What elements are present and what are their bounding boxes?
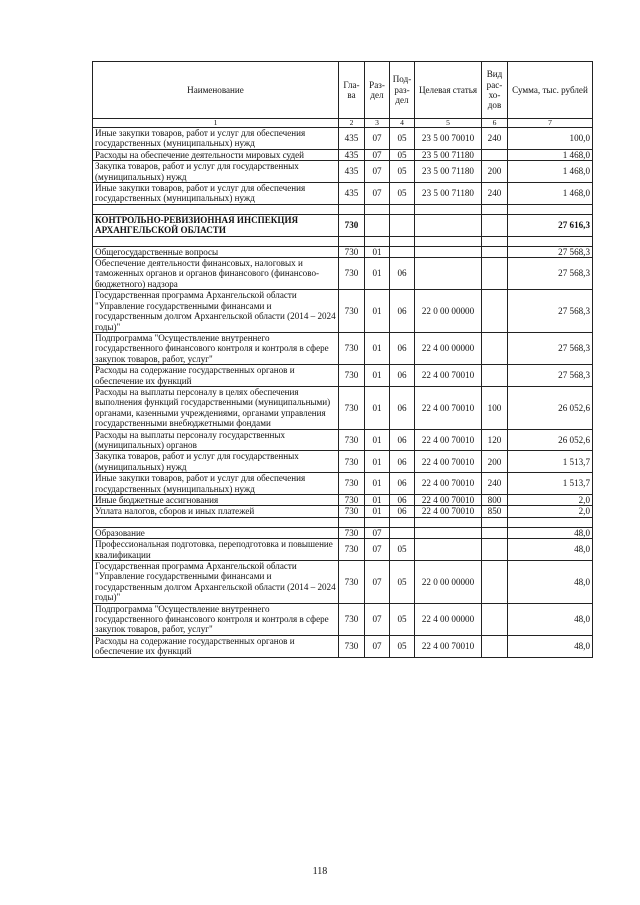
cell-razdel: 07 [365, 561, 390, 604]
cell-expense-type: 800 [482, 495, 508, 506]
cell-sum: 1 513,7 [508, 473, 593, 495]
cell-sum: 2,0 [508, 495, 593, 506]
spacer-cell [415, 204, 482, 214]
spacer-cell [508, 517, 593, 527]
table-row [93, 539, 593, 561]
cell-name: КОНТРОЛЬНО-РЕВИЗИОННАЯ ИНСПЕКЦИЯ АРХАНГЕЛЬСКОЙ ОБЛАСТИ [93, 214, 339, 236]
table-row [93, 635, 593, 657]
spacer-cell [93, 204, 339, 214]
header-target-article: Целевая статья [415, 62, 482, 119]
spacer-cell [390, 236, 415, 246]
cell-razdel: 01 [365, 451, 390, 473]
cell-expense-type [482, 539, 508, 561]
column-number: 1 [93, 119, 339, 128]
column-number: 5 [415, 119, 482, 128]
table-row [93, 429, 593, 451]
cell-glava: 435 [339, 128, 365, 150]
cell-target-article: 22 0 00 00000 [415, 290, 482, 333]
budget-table [92, 61, 593, 658]
table-row [93, 473, 593, 495]
cell-glava: 730 [339, 473, 365, 495]
table-row [93, 561, 593, 604]
cell-razdel: 07 [365, 183, 390, 205]
cell-glava: 730 [339, 635, 365, 657]
spacer-cell [93, 517, 339, 527]
cell-glava: 435 [339, 149, 365, 160]
cell-name: Обеспечение деятельности финансовых, налоговых и таможенных органов и органов финансового (финансово-бюджетного) надзора [93, 258, 339, 290]
cell-razdel: 01 [365, 332, 390, 364]
cell-podrazdel [390, 246, 415, 257]
cell-target-article: 23 5 00 71180 [415, 183, 482, 205]
cell-razdel: 01 [365, 365, 390, 387]
spacer-cell [365, 204, 390, 214]
cell-target-article: 23 5 00 71180 [415, 161, 482, 183]
table-row [93, 386, 593, 429]
cell-name: Уплата налогов, сборов и иных платежей [93, 506, 339, 517]
cell-podrazdel: 05 [390, 183, 415, 205]
cell-target-article: 22 4 00 70010 [415, 386, 482, 429]
cell-expense-type: 850 [482, 506, 508, 517]
cell-name: Государственная программа Архангельской области "Управление государственными финансами и государственным долгом Архангельской области (2014 – 2024 годы)" [93, 290, 339, 333]
table-header [93, 62, 593, 128]
column-number: 6 [482, 119, 508, 128]
cell-razdel: 01 [365, 506, 390, 517]
cell-razdel: 01 [365, 246, 390, 257]
cell-podrazdel [390, 214, 415, 236]
cell-razdel: 01 [365, 473, 390, 495]
column-number: 2 [339, 119, 365, 128]
cell-razdel [365, 214, 390, 236]
spacer-cell [415, 236, 482, 246]
spacer-cell [482, 204, 508, 214]
spacer-cell [390, 517, 415, 527]
cell-podrazdel: 06 [390, 495, 415, 506]
section-header-row [93, 214, 593, 236]
header-glava: Гла-ва [339, 62, 365, 119]
cell-podrazdel: 05 [390, 539, 415, 561]
cell-expense-type [482, 527, 508, 538]
cell-glava: 730 [339, 365, 365, 387]
cell-podrazdel: 05 [390, 561, 415, 604]
spacer-cell [415, 517, 482, 527]
cell-razdel: 07 [365, 128, 390, 150]
cell-sum: 27 568,3 [508, 332, 593, 364]
cell-sum: 48,0 [508, 539, 593, 561]
cell-sum: 48,0 [508, 527, 593, 538]
column-number: 4 [390, 119, 415, 128]
table-row [93, 149, 593, 160]
cell-name: Образование [93, 527, 339, 538]
cell-podrazdel [390, 527, 415, 538]
cell-expense-type [482, 258, 508, 290]
cell-sum: 1 468,0 [508, 183, 593, 205]
cell-podrazdel: 06 [390, 332, 415, 364]
cell-glava: 730 [339, 603, 365, 635]
table-row [93, 161, 593, 183]
cell-expense-type [482, 214, 508, 236]
spacer-cell [93, 236, 339, 246]
cell-name: Расходы на выплаты персоналу государственных (муниципальных) органов [93, 429, 339, 451]
page-number: 118 [312, 866, 328, 877]
cell-razdel: 01 [365, 290, 390, 333]
cell-target-article: 22 4 00 70010 [415, 635, 482, 657]
cell-sum: 1 468,0 [508, 161, 593, 183]
cell-glava: 435 [339, 161, 365, 183]
table-row [93, 506, 593, 517]
header-razdel: Раз-дел [365, 62, 390, 119]
spacer-row [93, 204, 593, 214]
cell-expense-type [482, 290, 508, 333]
cell-podrazdel: 06 [390, 290, 415, 333]
cell-razdel: 07 [365, 527, 390, 538]
table-row [93, 495, 593, 506]
spacer-cell [390, 204, 415, 214]
cell-sum: 48,0 [508, 635, 593, 657]
cell-target-article: 22 4 00 70010 [415, 451, 482, 473]
cell-glava: 730 [339, 258, 365, 290]
cell-podrazdel: 05 [390, 603, 415, 635]
cell-name: Иные бюджетные ассигнования [93, 495, 339, 506]
table-row [93, 258, 593, 290]
header-name: Наименование [93, 62, 339, 119]
column-number: 7 [508, 119, 593, 128]
cell-target-article: 22 4 00 00000 [415, 332, 482, 364]
header-sum: Сумма, тыс. рублей [508, 62, 593, 119]
cell-target-article: 22 4 00 70010 [415, 506, 482, 517]
cell-sum: 100,0 [508, 128, 593, 150]
cell-target-article [415, 246, 482, 257]
cell-expense-type [482, 149, 508, 160]
cell-glava: 730 [339, 506, 365, 517]
cell-razdel: 07 [365, 603, 390, 635]
cell-target-article: 22 4 00 00000 [415, 603, 482, 635]
cell-podrazdel: 06 [390, 451, 415, 473]
header-row [93, 62, 593, 119]
cell-expense-type [482, 635, 508, 657]
cell-name: Подпрограмма "Осуществление внутреннего государственного финансового контроля и контроля в сфере закупок товаров, работ, услуг" [93, 332, 339, 364]
cell-expense-type: 240 [482, 128, 508, 150]
table-row [93, 183, 593, 205]
table-row [93, 246, 593, 257]
cell-expense-type: 240 [482, 473, 508, 495]
table-row [93, 128, 593, 150]
cell-glava: 730 [339, 527, 365, 538]
table-row [93, 290, 593, 333]
cell-target-article [415, 539, 482, 561]
cell-glava: 730 [339, 561, 365, 604]
cell-podrazdel: 05 [390, 635, 415, 657]
cell-glava: 730 [339, 332, 365, 364]
cell-podrazdel: 05 [390, 128, 415, 150]
cell-target-article: 22 4 00 70010 [415, 365, 482, 387]
cell-podrazdel: 06 [390, 473, 415, 495]
cell-sum: 2,0 [508, 506, 593, 517]
cell-expense-type: 100 [482, 386, 508, 429]
cell-name: Государственная программа Архангельской области "Управление государственными финансами и государственным долгом Архангельской области (2014 – 2024 годы)" [93, 561, 339, 604]
cell-razdel: 01 [365, 386, 390, 429]
cell-sum: 48,0 [508, 603, 593, 635]
cell-razdel: 01 [365, 429, 390, 451]
cell-razdel: 07 [365, 539, 390, 561]
table-row [93, 527, 593, 538]
cell-name: Общегосударственные вопросы [93, 246, 339, 257]
spacer-cell [508, 236, 593, 246]
spacer-cell [365, 517, 390, 527]
cell-sum: 48,0 [508, 561, 593, 604]
cell-glava: 730 [339, 451, 365, 473]
cell-target-article: 22 4 00 70010 [415, 429, 482, 451]
spacer-cell [482, 236, 508, 246]
cell-target-article: 22 4 00 70010 [415, 473, 482, 495]
cell-expense-type: 240 [482, 183, 508, 205]
cell-glava: 730 [339, 386, 365, 429]
cell-glava: 730 [339, 290, 365, 333]
spacer-cell [482, 517, 508, 527]
header-podrazdel: Под-раз-дел [390, 62, 415, 119]
cell-sum: 27 616,3 [508, 214, 593, 236]
cell-podrazdel: 06 [390, 386, 415, 429]
cell-target-article [415, 258, 482, 290]
cell-expense-type: 120 [482, 429, 508, 451]
spacer-cell [508, 204, 593, 214]
cell-glava: 730 [339, 539, 365, 561]
cell-target-article [415, 214, 482, 236]
spacer-row [93, 517, 593, 527]
table-row [93, 365, 593, 387]
cell-target-article [415, 527, 482, 538]
cell-razdel: 07 [365, 635, 390, 657]
cell-name: Иные закупки товаров, работ и услуг для обеспечения государственных (муниципальных) нужд [93, 473, 339, 495]
cell-razdel: 07 [365, 149, 390, 160]
table-row [93, 603, 593, 635]
cell-glava: 730 [339, 495, 365, 506]
cell-expense-type [482, 332, 508, 364]
cell-name: Расходы на содержание государственных органов и обеспечение их функций [93, 635, 339, 657]
column-number-row [93, 119, 593, 128]
cell-sum: 27 568,3 [508, 290, 593, 333]
cell-podrazdel: 06 [390, 506, 415, 517]
cell-sum: 27 568,3 [508, 258, 593, 290]
cell-sum: 1 468,0 [508, 149, 593, 160]
spacer-cell [339, 204, 365, 214]
cell-name: Расходы на обеспечение деятельности мировых судей [93, 149, 339, 160]
cell-podrazdel: 05 [390, 149, 415, 160]
cell-glava: 730 [339, 246, 365, 257]
cell-expense-type [482, 603, 508, 635]
cell-sum: 1 513,7 [508, 451, 593, 473]
cell-expense-type: 200 [482, 451, 508, 473]
cell-podrazdel: 06 [390, 429, 415, 451]
cell-razdel: 07 [365, 161, 390, 183]
cell-glava: 730 [339, 214, 365, 236]
table-body [93, 128, 593, 658]
cell-glava: 730 [339, 429, 365, 451]
cell-target-article: 23 5 00 70010 [415, 128, 482, 150]
cell-sum: 27 568,3 [508, 365, 593, 387]
spacer-row [93, 236, 593, 246]
cell-expense-type [482, 365, 508, 387]
column-number: 3 [365, 119, 390, 128]
cell-glava: 435 [339, 183, 365, 205]
table-row [93, 332, 593, 364]
cell-name: Расходы на содержание государственных органов и обеспечение их функций [93, 365, 339, 387]
cell-razdel: 01 [365, 495, 390, 506]
cell-sum: 27 568,3 [508, 246, 593, 257]
cell-name: Иные закупки товаров, работ и услуг для обеспечения государственных (муниципальных) нужд [93, 183, 339, 205]
cell-target-article: 22 0 00 00000 [415, 561, 482, 604]
cell-sum: 26 052,6 [508, 429, 593, 451]
cell-name: Расходы на выплаты персоналу в целях обеспечения выполнения функций государственными (муниципальными) органами, казенными учреждениями, органами управления государственными внебюджетными фондами [93, 386, 339, 429]
cell-target-article: 23 5 00 71180 [415, 149, 482, 160]
spacer-cell [365, 236, 390, 246]
cell-name: Иные закупки товаров, работ и услуг для обеспечения государственных (муниципальных) нужд [93, 128, 339, 150]
cell-expense-type [482, 246, 508, 257]
cell-expense-type [482, 561, 508, 604]
cell-podrazdel: 05 [390, 161, 415, 183]
cell-name: Закупка товаров, работ и услуг для государственных (муниципальных) нужд [93, 451, 339, 473]
spacer-cell [339, 236, 365, 246]
spacer-cell [339, 517, 365, 527]
cell-podrazdel: 06 [390, 365, 415, 387]
cell-sum: 26 052,6 [508, 386, 593, 429]
cell-target-article: 22 4 00 70010 [415, 495, 482, 506]
cell-name: Закупка товаров, работ и услуг для государственных (муниципальных) нужд [93, 161, 339, 183]
table-row [93, 451, 593, 473]
cell-razdel: 01 [365, 258, 390, 290]
header-expense-type: Вид рас-хо-дов [482, 62, 508, 119]
cell-podrazdel: 06 [390, 258, 415, 290]
cell-name: Профессиональная подготовка, переподготовка и повышение квалификации [93, 539, 339, 561]
cell-expense-type: 200 [482, 161, 508, 183]
cell-name: Подпрограмма "Осуществление внутреннего государственного финансового контроля и контроля в сфере закупок товаров, работ, услуг" [93, 603, 339, 635]
